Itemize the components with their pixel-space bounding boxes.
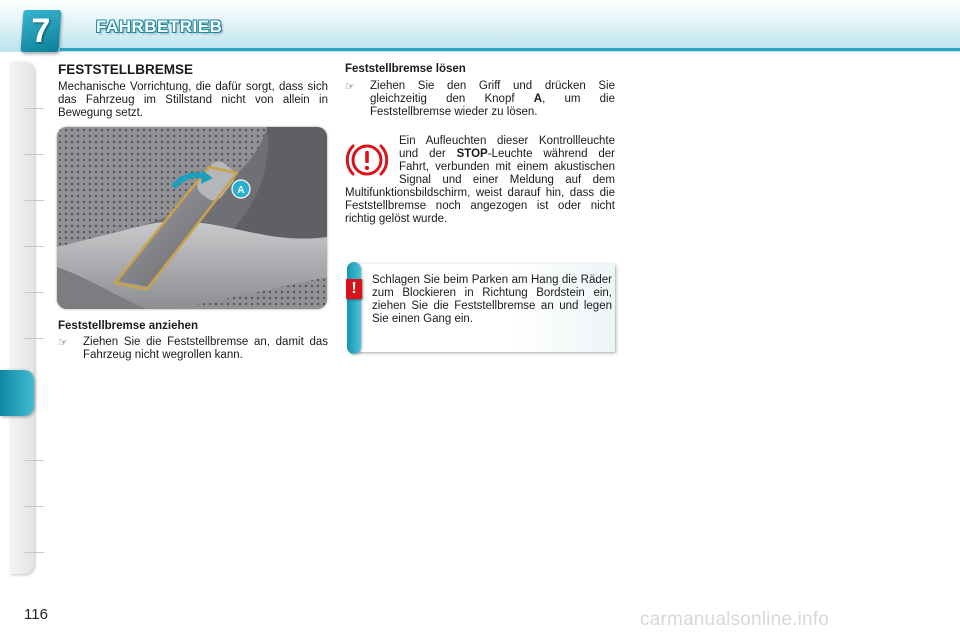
warning-text-post: -Leuchte während der Fahrt, verbunden mit einem akustischen Signal und einer Meldung auf dem Multifunktionsbildschirm, weist darauf hin, dass die Feststellbremse noch angezogen ist oder nicht richtig gelöst wurde. (345, 148, 615, 225)
callout-a-label: A (237, 185, 245, 196)
tab-divider (24, 246, 44, 247)
tab-divider (24, 108, 44, 109)
apply-instruction (58, 336, 328, 362)
apply-instruction-text: Ziehen Sie die Feststellbremse an, damit das Fahrzeug nicht wegrollen kann. (83, 336, 328, 361)
page-number: 116 (24, 606, 48, 623)
note-text: Schlagen Sie beim Parken am Hang die Räder zum Blockieren in Richtung Bordstein ein, ziehen Sie die Feststellbremse an und legen Sie einen Gang ein. (372, 274, 612, 325)
release-text-post: , um die Feststellbremse wieder zu lösen. (370, 93, 615, 118)
pointing-hand-icon: ☞ (58, 336, 68, 349)
pointing-hand-icon: ☞ (345, 80, 355, 93)
chapter-side-tabs[interactable] (10, 62, 34, 574)
chapter-title: FAHRBETRIEB (96, 17, 223, 36)
side-tab-active-chapter[interactable] (0, 370, 34, 416)
brake-warning-icon (345, 138, 389, 182)
section-intro: Mechanische Vorrichtung, die dafür sorgt, dass sich das Fahrzeug im Stillstand nicht von allein in Bewegung setzt. (58, 81, 328, 119)
apply-heading: Feststellbremse anziehen (58, 320, 198, 332)
release-text-pre: Ziehen Sie den Griff und drücken Sie gleichzeitig den Knopf (370, 80, 615, 105)
release-heading: Feststellbremse lösen (345, 63, 466, 75)
parking-note-box (347, 262, 617, 354)
warning-text-pre: Ein Aufleuchten dieser Kontrollleuchte und der (399, 135, 615, 160)
header-rule (60, 48, 960, 51)
stop-label: STOP (456, 148, 488, 160)
tab-divider (24, 154, 44, 155)
parking-brake-illustration (57, 127, 327, 309)
section-title: FESTSTELLBREMSE (58, 62, 194, 77)
note-accent-bar (347, 262, 361, 354)
tab-divider (24, 506, 44, 507)
tab-divider (24, 200, 44, 201)
tab-divider (24, 460, 44, 461)
tab-divider (24, 292, 44, 293)
parking-brake-photo (57, 127, 327, 309)
knob-label: A (533, 93, 543, 105)
exclamation-glyph: ! (351, 280, 357, 297)
chapter-number: 7 (31, 12, 51, 50)
watermark: carmanualsonline.info (640, 609, 830, 630)
release-instruction (345, 80, 615, 119)
tab-divider (24, 552, 44, 553)
tab-divider (24, 338, 44, 339)
